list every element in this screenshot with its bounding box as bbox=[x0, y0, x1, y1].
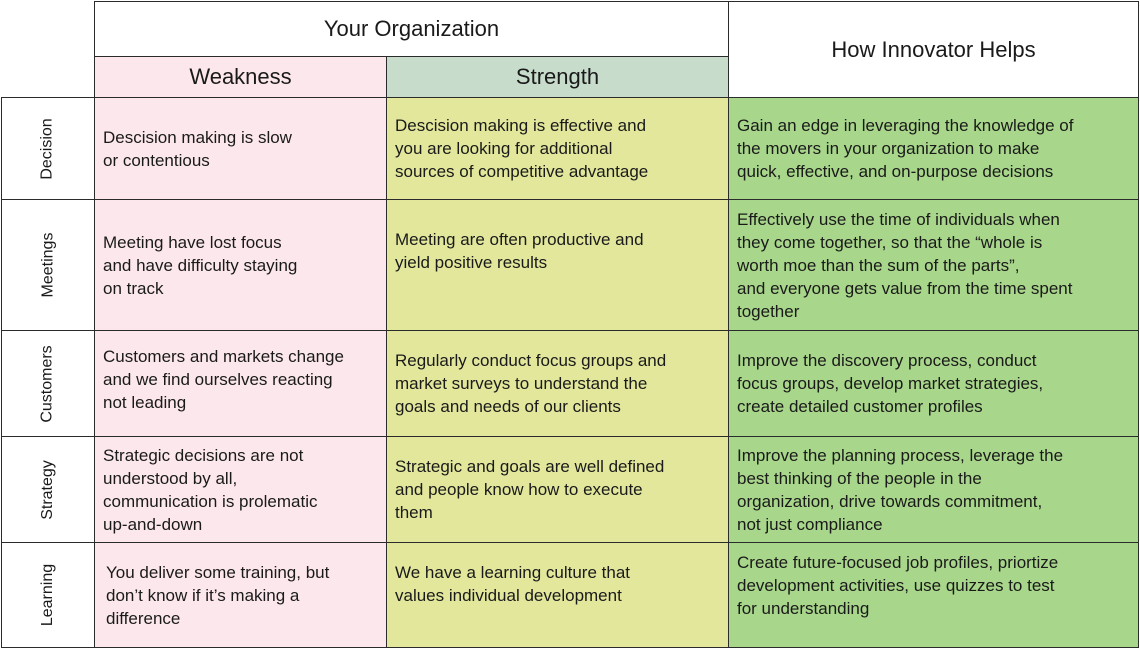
row-label-customers bbox=[1, 330, 95, 437]
header-how-innovator-helps bbox=[728, 1, 1139, 98]
row-label-meetings-text: Meetings bbox=[38, 232, 56, 298]
row-label-decision-text: Decision bbox=[38, 117, 56, 180]
cell-decision-strength bbox=[386, 97, 729, 200]
cell-strategy-weakness bbox=[94, 436, 387, 543]
cell-text: Effectively use the time of individuals when they come together, so that the “whole is worth moe than the sum of the parts”, and everyone gets value from the time spent together bbox=[737, 209, 1073, 321]
row-label-strategy-text: Strategy bbox=[39, 459, 56, 520]
cell-meetings-helps bbox=[728, 199, 1139, 331]
header-your-organization bbox=[94, 1, 729, 57]
cell-customers-weakness bbox=[94, 330, 387, 437]
cell-customers-helps bbox=[728, 330, 1139, 437]
cell-text: Improve the discovery process, conduct focus groups, develop market strategies, create detailed customer profiles bbox=[737, 351, 1044, 416]
row-label-customers-text: Customers bbox=[38, 344, 56, 423]
header-strength-text: Strength bbox=[515, 64, 600, 89]
cell-text: Descision making is effective and you are looking for additional sources of competitive advantage bbox=[395, 116, 649, 181]
cell-text: Create future-focused job profiles, priortize development activities, use quizzes to test for understanding bbox=[737, 553, 1059, 618]
cell-text: Gain an edge in leveraging the knowledge of the movers in your organization to make quick, effective, and on-purpose decisions bbox=[737, 116, 1074, 181]
cell-text: Meeting are often productive and yield positive results bbox=[395, 230, 644, 272]
cell-text: Strategic and goals are well defined and people know how to execute them bbox=[395, 457, 665, 522]
cell-text: Meeting have lost focus and have difficulty staying on track bbox=[103, 232, 298, 298]
cell-customers-strength bbox=[386, 330, 729, 437]
cell-decision-helps bbox=[728, 97, 1139, 200]
row-label-learning-text: Learning bbox=[39, 563, 56, 627]
header-weakness-text: Weakness bbox=[189, 64, 292, 89]
cell-strategy-helps bbox=[728, 436, 1139, 543]
header-weakness bbox=[94, 56, 387, 98]
cell-text: Regularly conduct focus groups and market surveys to understand the goals and needs of our clients bbox=[395, 351, 667, 416]
header-your-organization-text: Your Organization bbox=[323, 16, 500, 41]
cell-learning-helps bbox=[728, 542, 1139, 648]
cell-decision-weakness bbox=[94, 97, 387, 200]
cell-text: Improve the planning process, leverage the best thinking of the people in the organization, drive towards commitment, not just compliance bbox=[737, 445, 1064, 534]
row-label-decision bbox=[1, 97, 95, 200]
cell-strategy-strength bbox=[386, 436, 729, 543]
header-strength bbox=[386, 56, 729, 98]
row-label-meetings bbox=[1, 199, 95, 331]
cell-text: Strategic decisions are not understood by all, communication is prolematic up-and-down bbox=[103, 445, 318, 534]
cell-text: You deliver some training, but don’t know if it’s making a difference bbox=[106, 562, 330, 628]
cell-learning-weakness bbox=[94, 542, 387, 648]
cell-text: Descision making is slow or contentious bbox=[103, 127, 292, 170]
cell-learning-strength bbox=[386, 542, 729, 648]
cell-text: Customers and markets change and we find ourselves reacting not leading bbox=[103, 347, 344, 412]
row-label-strategy bbox=[1, 436, 95, 543]
cell-meetings-weakness bbox=[94, 199, 387, 331]
row-label-learning bbox=[1, 542, 95, 648]
cell-meetings-strength bbox=[386, 199, 729, 331]
header-how-innovator-helps-text: How Innovator Helps bbox=[831, 36, 1036, 62]
cell-text: We have a learning culture that values individual development bbox=[395, 563, 630, 605]
